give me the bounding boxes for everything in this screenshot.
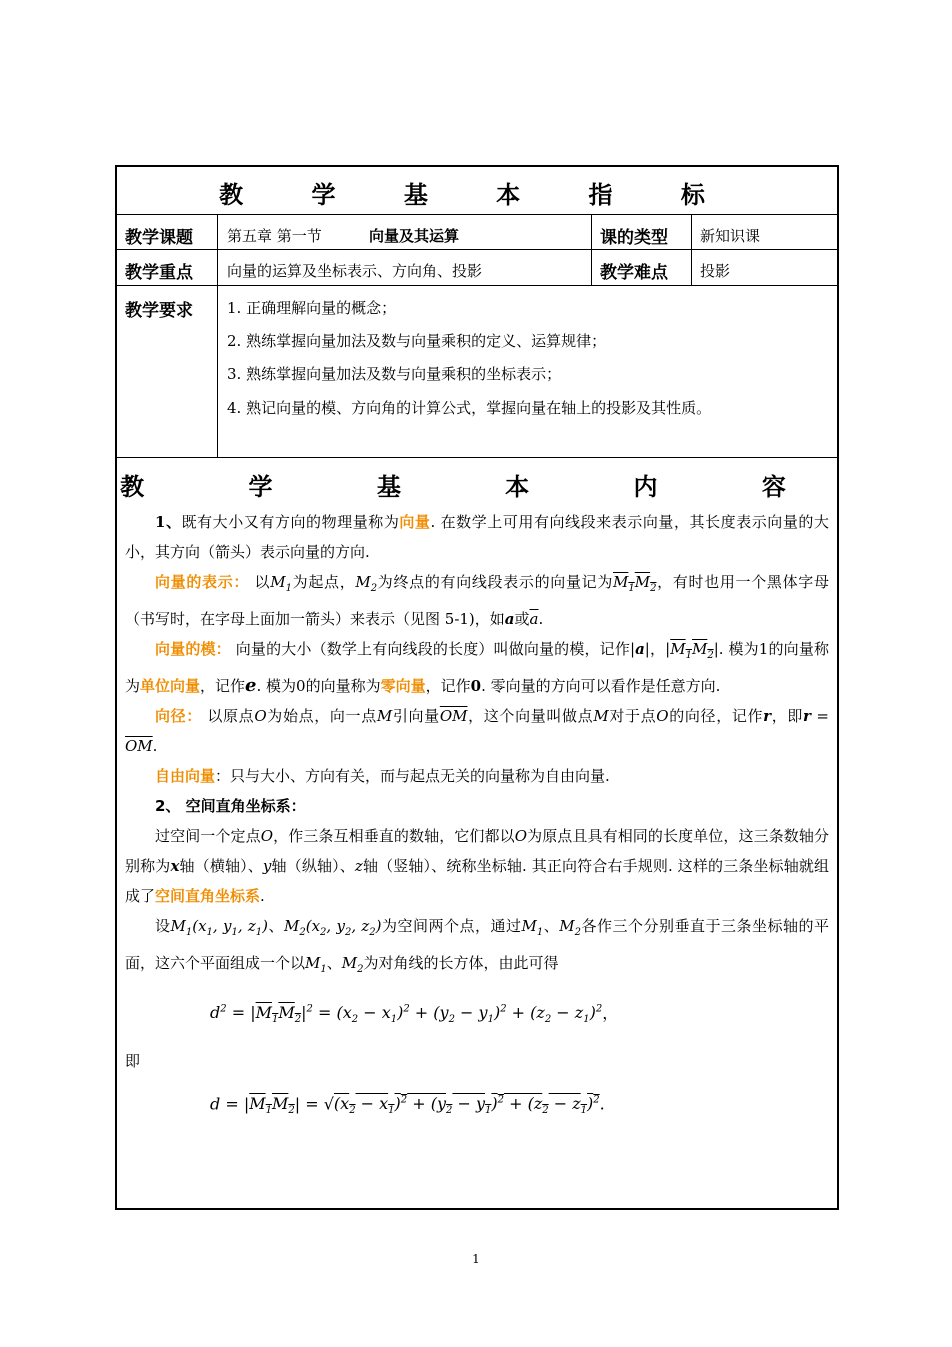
lesson-table [115, 165, 839, 1210]
paragraph-radius-vector: 向径： 以原点O为始点，向一点M引向量$\overline{OM}$，这个向量叫做点M对于点O的向径，记作r，即$r = \overline{OM}$. [125, 707, 829, 755]
row-divider [117, 214, 837, 215]
page-number: 1 [472, 1252, 480, 1266]
paragraph-vector-def: 1、既有大小又有方向的物理量称为向量. 在数学上可用有向线段来表示向量，其长度表示向量的大小，其方向（箭头）表示向量的方向. [125, 513, 829, 561]
difficulty-value: 投影 [700, 262, 731, 280]
content-title: 教 学 基 本 内 容 [120, 473, 834, 501]
col-divider [691, 214, 692, 285]
row-divider [117, 249, 837, 250]
type-value: 新知识课 [700, 227, 761, 245]
col-divider [591, 214, 592, 285]
focus-value: 向量的运算及坐标表示、方向角、投影 [227, 262, 483, 280]
type-label: 课的类型 [600, 228, 668, 248]
paragraph-vector-repr: 向量的表示： 以$M_1$为起点，$M_2$为终点的有向线段表示的向量记为$M_1M_2$，有时也用一个黑体字母（书写时，在字母上面加一箭头）来表示（见图 5-1)，如a或$\overline{a}$. [125, 573, 829, 628]
content-body [125, 507, 829, 1136]
difficulty-label: 教学难点 [600, 263, 668, 283]
focus-label: 教学重点 [125, 263, 193, 283]
paragraph-two-points: 设$M_1(x_1$, $y_1$, $z_1$)、$M_2(x_2$, $y_2$, $z_2$)为空间两个点，通过$M_1$、$M_2$各作三个分别垂直于三条坐标轴的平面，这六个平面组成一个以$M_1$、$M_2$为对角线的长方体，由此可得 [125, 917, 829, 975]
paragraph-vector-norm: 向量的模： 向量的大小（数学上有向线段的长度）叫做向量的模，记作|a|，$|M_1M_2|$. 模为1的向量称为单位向量，记作e. 模为0的向量称为零向量，记作0. 零向量的方向可以看作是任意方向. [125, 640, 829, 696]
header-title: 教 学 基 本 指 标 [219, 181, 735, 209]
topic-text: 向量及其运算 [369, 227, 460, 245]
chapter-text: 第五章 第一节 [227, 227, 322, 245]
row-divider [117, 285, 837, 286]
ji-text: 即 [125, 1051, 141, 1070]
requirement-label: 教学要求 [125, 301, 193, 321]
requirement-item: 4. 熟记向量的模、方向角的计算公式，掌握向量在轴上的投影及其性质。 [227, 399, 712, 417]
distance-formula: $d = |M_1M_2| = √(x_2 - x_1)^2 + (y_2 - y_1)^2 + (z_2 - z_1)^2$. [210, 1093, 605, 1117]
requirement-item: 2. 熟练掌握向量加法及数与向量乘积的定义、运算规律； [227, 332, 607, 350]
paragraph-free-vector: 自由向量：只与大小、方向有关，而与起点无关的向量称为自由向量. [155, 767, 610, 785]
col-divider [217, 214, 218, 457]
topic-label: 教学课题 [125, 228, 193, 248]
requirement-item: 3. 熟练掌握向量加法及数与向量乘积的坐标表示； [227, 365, 562, 383]
paragraph-coordinate-system: 过空间一个定点O，作三条互相垂直的数轴，它们都以O为原点且具有相同的长度单位，这三条数轴分别称为x轴（横轴）、y轴（纵轴）、z轴（竖轴）、统称坐标轴. 其正向符合右手规则. 这样的三条坐标轴就组成了空间直角坐标系. [125, 827, 829, 905]
row-divider [117, 457, 837, 458]
requirement-item: 1. 正确理解向量的概念； [227, 299, 397, 317]
section-2-heading: 2、 空间直角坐标系： [155, 797, 306, 815]
distance-squared-formula: $d^2 = |M_1M_2|^2 = (x_2 - x_1)^2 + (y_2 - y_1)^2 + (z_2 - z_1)^2$， [210, 1003, 619, 1026]
